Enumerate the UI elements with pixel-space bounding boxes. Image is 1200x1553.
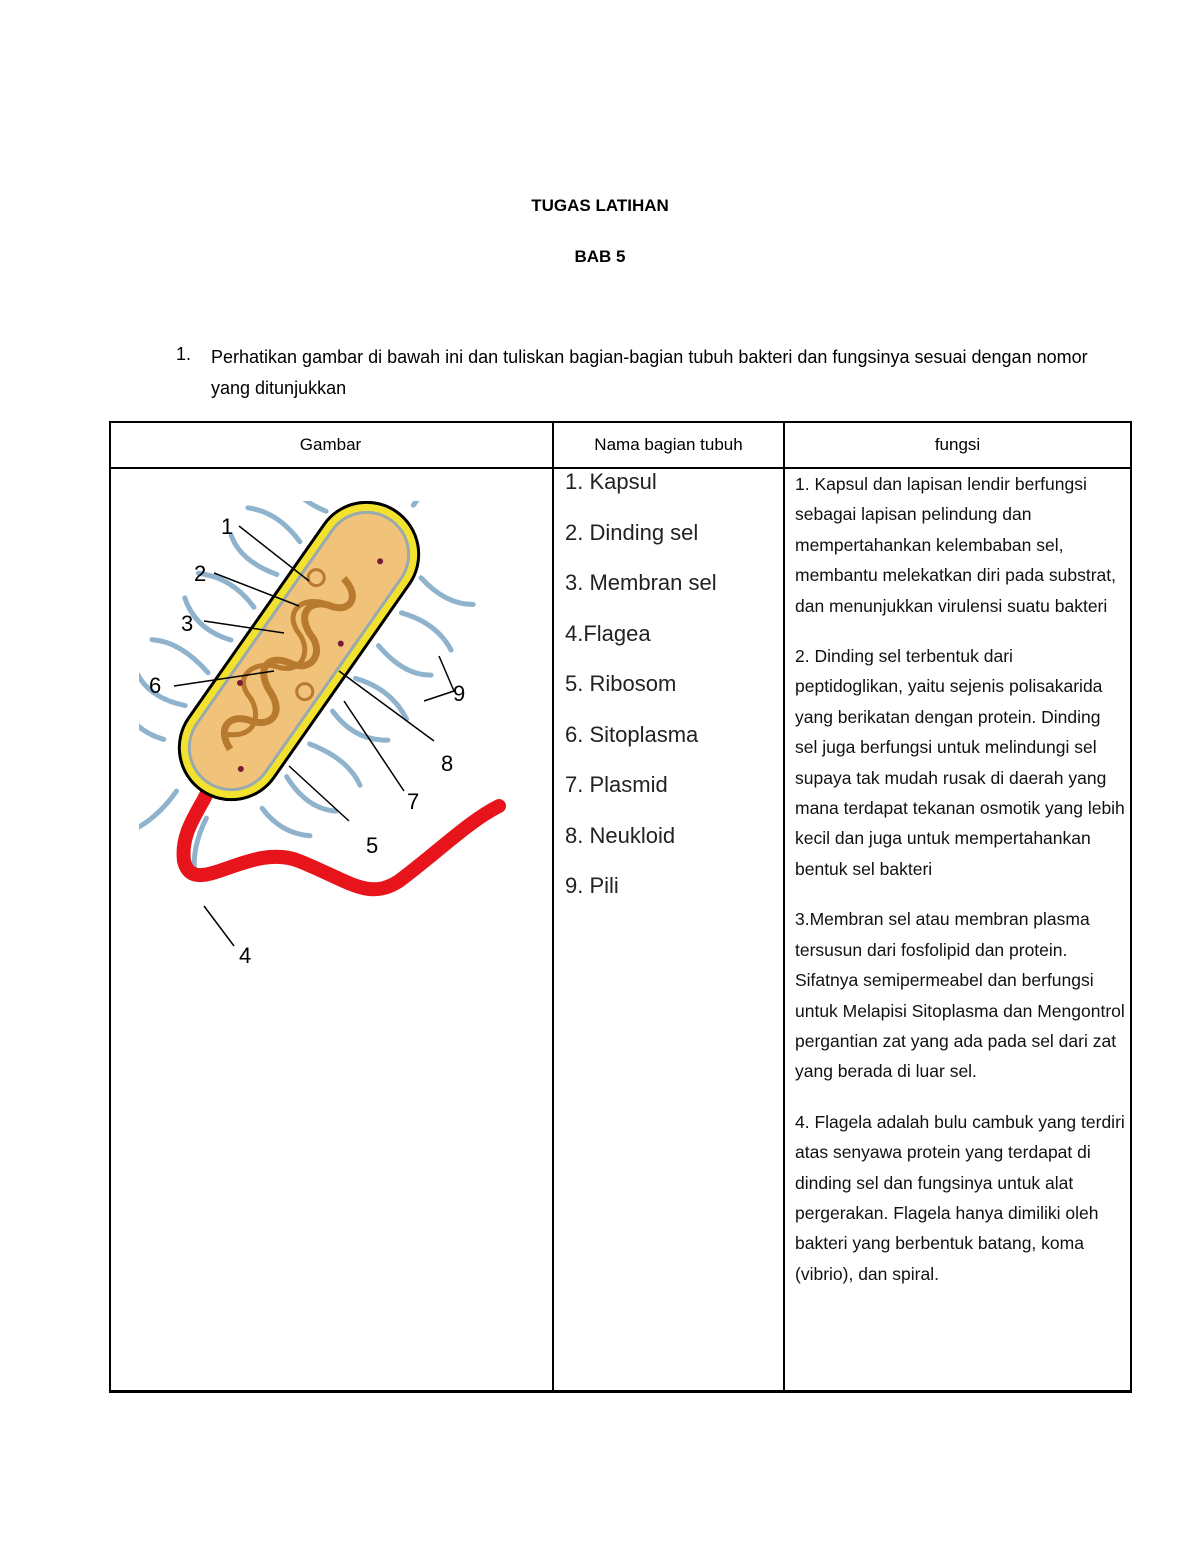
pilus <box>353 674 411 719</box>
answer-table <box>109 421 1132 1392</box>
function-paragraph: 4. Flagela adalah bulu cambuk yang terdiri atas senyawa protein yang terdapat di dinding sel dan fungsinya untuk alat pergerakan. Flagela hanya dimiliki oleh bakteri yang berbentuk batang, koma (vibrio), dan spiral. <box>795 1111 1125 1284</box>
table-top-border <box>109 421 1132 423</box>
diagram-label-1: 1 <box>221 514 234 539</box>
list-item: 1. Kapsul <box>565 469 657 494</box>
list-item: 9. Pili <box>565 873 619 898</box>
question-number: 1. <box>176 344 192 364</box>
table-bottom-border <box>109 1390 1132 1393</box>
header-nama-bagian: Nama bagian tubuh <box>594 435 743 454</box>
pilus <box>400 608 455 650</box>
pilus <box>376 641 431 683</box>
table-col-divider-2 <box>783 421 785 1392</box>
list-item: 5. Ribosom <box>565 671 677 696</box>
diagram-label-2: 2 <box>194 561 207 586</box>
bacteria-diagram <box>139 501 539 971</box>
list-item: 6. Sitoplasma <box>565 721 699 747</box>
diagram-label-3: 3 <box>181 611 194 636</box>
list-item: 4.Flagea <box>565 620 651 646</box>
list-item: 2. Dinding sel <box>565 519 699 545</box>
list-item: 8. Neukloid <box>565 822 676 848</box>
diagram-label-8: 8 <box>441 751 454 776</box>
diagram-label-6: 6 <box>149 673 162 698</box>
pilus <box>260 804 310 843</box>
pilus <box>152 632 210 677</box>
document-title: TUGAS LATIHAN <box>531 196 669 215</box>
pilus <box>248 502 303 544</box>
diagram-label-9: 9 <box>453 681 466 706</box>
pilus <box>282 777 335 818</box>
body-part-list <box>565 469 717 924</box>
diagram-label-7: 7 <box>407 789 420 814</box>
diagram-label-4: 4 <box>239 943 252 968</box>
pilus <box>420 571 474 613</box>
header-gambar: Gambar <box>299 435 362 454</box>
header-fungsi: fungsi <box>934 435 981 454</box>
pilus <box>139 704 167 743</box>
pilus <box>198 566 256 611</box>
pilus <box>307 741 365 786</box>
diagram-label-5: 5 <box>366 833 379 858</box>
list-item: 7. Plasmid <box>565 772 668 797</box>
function-paragraph: 1. Kapsul dan lapisan lendir berfungsi sebagai lapisan pelindung dan mempertahankan kelembaban sel, membantu melekatkan diri pada substrat, dan menunjukkan virulensi suatu bakteri <box>795 474 1116 616</box>
pilus <box>413 501 461 517</box>
function-paragraph: 2. Dinding sel terbentuk dari peptidoglikan, yaitu sejenis polisakarida yang berikatan dengan protein. Dinding sel juga berfungsi untuk melindungi sel supaya tak mudah rusak di daerah yang mana terdapat tekanan osmotik yang lebih kecil dan juga untuk mempertahankan bentuk sel bakteri <box>795 646 1125 879</box>
pilus <box>330 705 388 751</box>
pilus <box>277 501 331 513</box>
list-item: 3. Membran sel <box>565 570 717 595</box>
function-column <box>795 469 1125 1309</box>
question-text: Perhatikan gambar di bawah ini dan tuliskan bagian-bagian tubuh bakteri dan fungsinya sesuai dengan nomor yang ditunjukkan <box>211 347 1088 398</box>
pilus <box>226 535 281 577</box>
function-paragraph: 3.Membran sel atau membran plasma tersusun dari fosfolipid dan protein. Sifatnya semipermeabel dan berfungsi untuk Melapisi Sitoplasma dan Mengontrol pergantian zat yang ada pada sel dari zat yang berada di luar sel. <box>795 909 1125 1082</box>
table-left-border <box>109 421 111 1392</box>
table-col-divider-1 <box>552 421 554 1392</box>
pilus <box>139 782 177 840</box>
document-subtitle: BAB 5 <box>574 247 626 266</box>
pilus <box>139 671 185 712</box>
table-right-border <box>1130 421 1132 1392</box>
